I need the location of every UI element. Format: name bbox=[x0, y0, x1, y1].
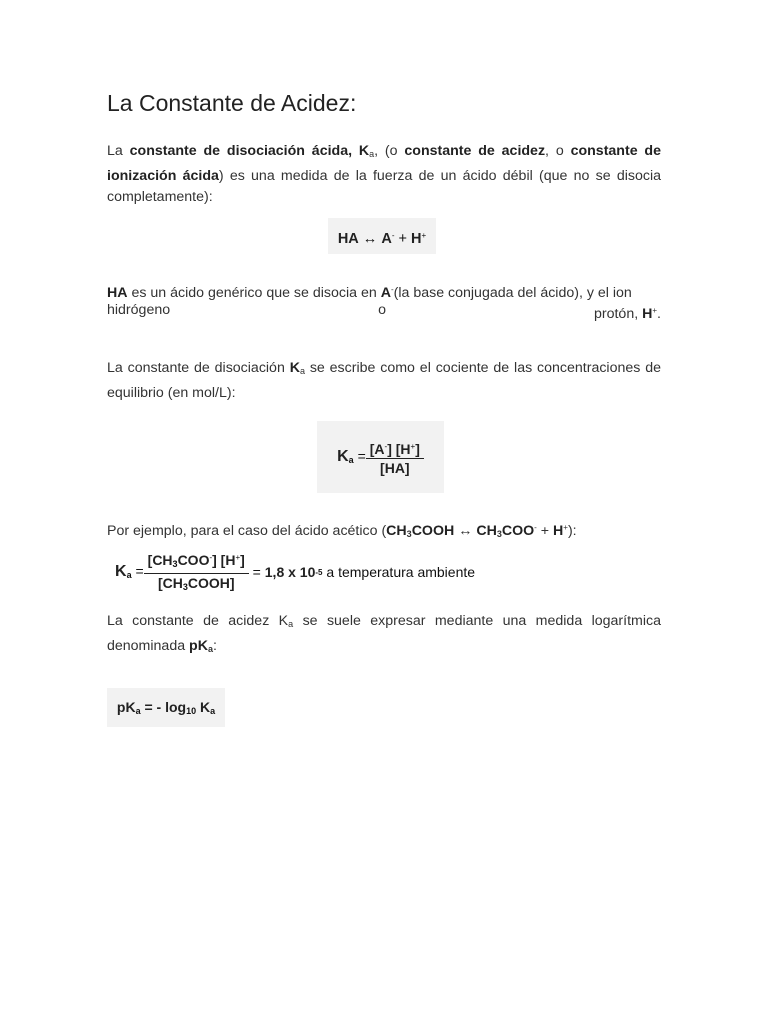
ka-fraction: $\frac{[A^-] [H^+]}{[HA]}$ bbox=[366, 438, 424, 477]
equation-dissociation: HA ↔ A- + H+ bbox=[328, 218, 436, 254]
paragraph-generic-acid-line2: hidrógeno o protón, H+. bbox=[107, 302, 661, 322]
paragraph-ka-definition: La constante de disociación $K_a$ se escribe como el cociente de las concentraciones de equilibrio (en mol/L): bbox=[107, 360, 661, 401]
paragraph-generic-acid: HA es un ácido genérico que se disocia en A-(la base conjugada del ácido), y el ion bbox=[107, 285, 632, 301]
equation-acetic-ka: $K_a$ = $\frac{[CH_3COO^-] [H^+]}{[CH_3COOH]}$ = 1,8 x 10 -5 a temperatura ambiente bbox=[115, 551, 475, 593]
paragraph-acetic-example: Por ejemplo, para el caso del ácido acético ($CH_3COOH$ ↔ $CH_3COO^- + H^+$): bbox=[107, 523, 577, 539]
equation-ka-formula: $K_a$ = $\frac{[A^-] [H^+]}{[HA]}$ bbox=[317, 421, 444, 493]
page-title: La Constante de Acidez: bbox=[107, 90, 357, 116]
acetic-fraction: $\frac{[CH_3COO^-] [H^+]}{[CH_3COOH]}$ bbox=[144, 549, 249, 596]
equation-pka: $pK_a$ = - $\log_{10} K_a$ bbox=[107, 688, 225, 727]
paragraph-pka-intro: La constante de acidez $K_a$ se suele expresar mediante una medida logarítmica denominada $pK_a$: bbox=[107, 613, 661, 654]
paragraph-definition: La constante de disociación ácida, $K_a$, (o constante de acidez, o constante de ionización ácida) es una medida de la fuerza de un ácido débil (que no se disocia completamente): bbox=[107, 143, 661, 205]
